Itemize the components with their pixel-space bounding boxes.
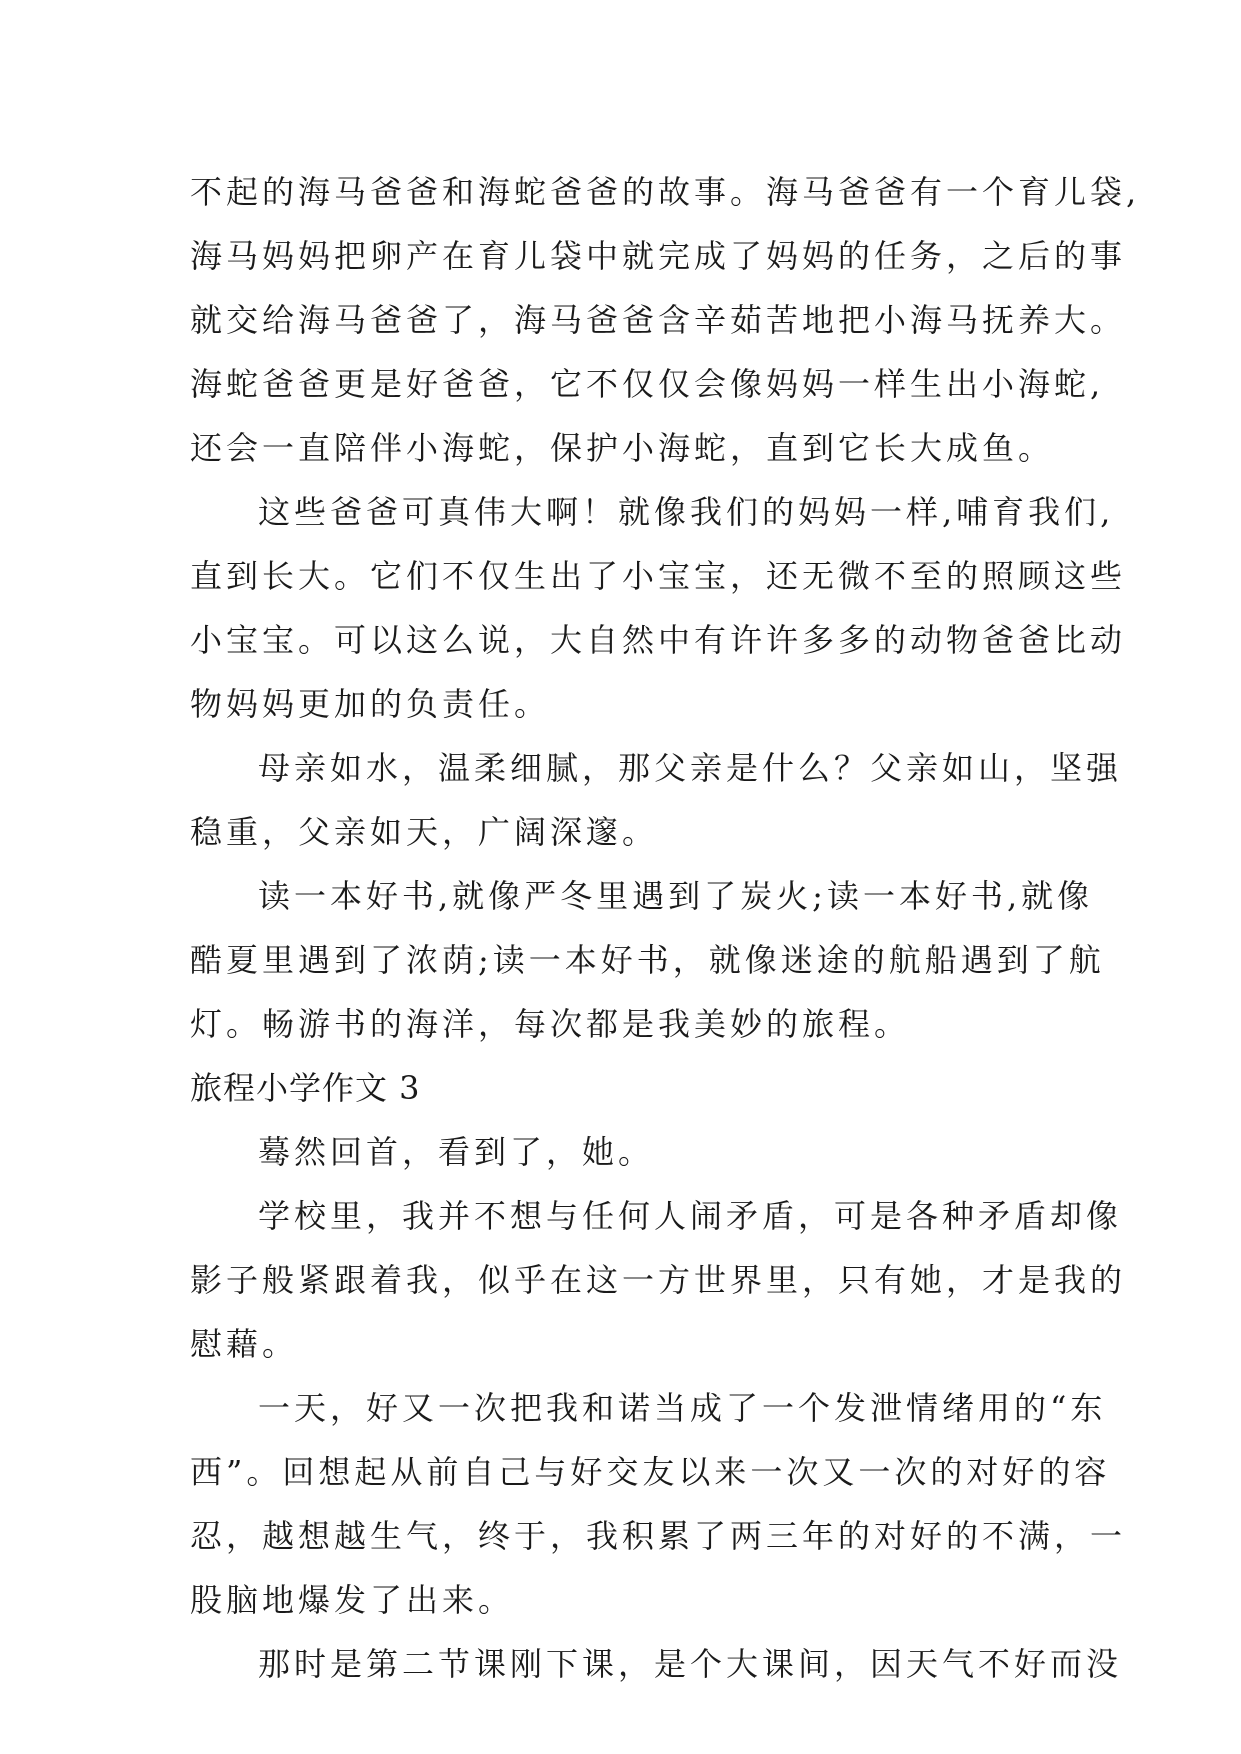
paragraph-line: 物妈妈更加的负责任。 <box>190 685 551 723</box>
paragraph-line: 影子般紧跟着我，似乎在这一方世界里，只有她，才是我的 <box>190 1261 1127 1299</box>
paragraph-first-line: 蓦然回首，看到了，她。 <box>258 1133 655 1171</box>
paragraph-first-line: 学校里，我并不想与任何人闹矛盾，可是各种矛盾却像 <box>258 1197 1123 1235</box>
paragraph-line: 稳重，父亲如天，广阔深邃。 <box>190 813 659 851</box>
paragraph-first-line: 这些爸爸可真伟大啊！就像我们的妈妈一样,哺育我们, <box>258 493 1115 531</box>
paragraph-first-line: 那时是第二节课刚下课，是个大课间，因天气不好而没 <box>258 1645 1123 1683</box>
paragraph-line: 不起的海马爸爸和海蛇爸爸的故事。海马爸爸有一个育儿袋, <box>190 173 1141 211</box>
paragraph-line: 海马妈妈把卵产在育儿袋中就完成了妈妈的任务，之后的事 <box>190 237 1127 275</box>
paragraph-line: 慰藉。 <box>190 1325 299 1363</box>
paragraph-line: 西”。回想起从前自己与好交友以来一次又一次的对好的容 <box>190 1453 1111 1491</box>
paragraph-line: 灯。畅游书的海洋，每次都是我美妙的旅程。 <box>190 1005 911 1043</box>
paragraph-line: 忍，越想越生气，终于，我积累了两三年的对好的不满，一 <box>190 1517 1127 1555</box>
document-page <box>190 160 1141 1696</box>
paragraph-first-line: 读一本好书,就像严冬里遇到了炭火;读一本好书,就像 <box>258 877 1094 915</box>
paragraph-line: 海蛇爸爸更是好爸爸，它不仅仅会像妈妈一样生出小海蛇, <box>190 365 1105 403</box>
paragraph-line: 酷夏里遇到了浓荫;读一本好书，就像迷途的航船遇到了航 <box>190 941 1105 979</box>
paragraph-first-line: 母亲如水，温柔细腻，那父亲是什么？父亲如山，坚强 <box>258 749 1123 787</box>
section-heading: 旅程小学作文 3 <box>190 1069 421 1107</box>
paragraph-line: 股脑地爆发了出来。 <box>190 1581 515 1619</box>
paragraph-line: 直到长大。它们不仅生出了小宝宝，还无微不至的照顾这些 <box>190 557 1127 595</box>
paragraph-line: 就交给海马爸爸了，海马爸爸含辛茹苦地把小海马抚养大。 <box>190 301 1127 339</box>
paragraph-line: 还会一直陪伴小海蛇，保护小海蛇，直到它长大成鱼。 <box>190 429 1055 467</box>
paragraph-line: 小宝宝。可以这么说，大自然中有许许多多的动物爸爸比动 <box>190 621 1127 659</box>
paragraph-first-line: 一天，好又一次把我和诺当成了一个发泄情绪用的“东 <box>258 1389 1107 1427</box>
